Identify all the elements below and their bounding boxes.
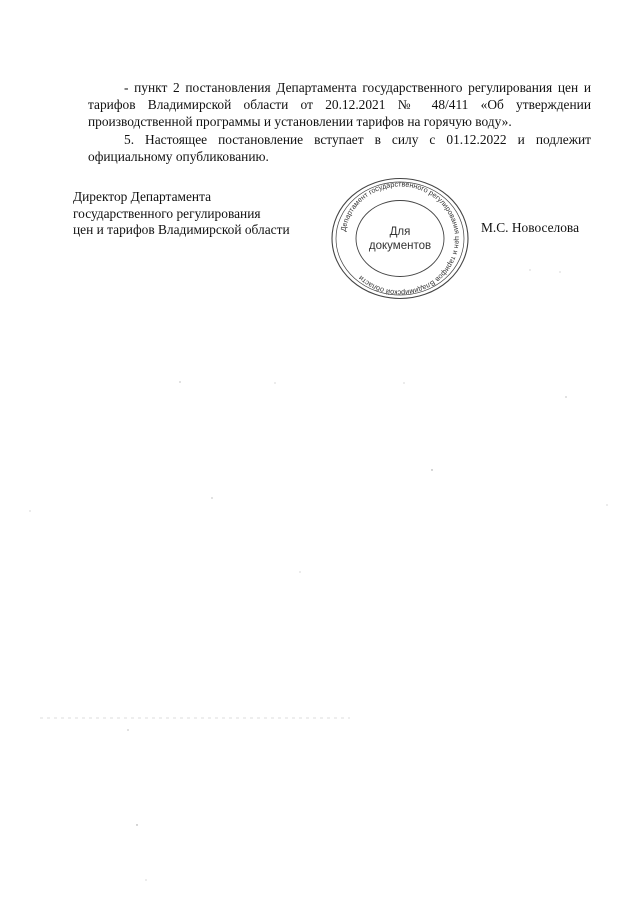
seal-center-line: Для — [389, 225, 411, 238]
signatory-position-line: цен и тарифов Владимирской области — [73, 222, 290, 237]
paragraph-effective-date: 5. Настоящее постановление вступает в силу с 01.12.2022 и подлежит официальному опубликованию. — [88, 132, 591, 164]
official-seal — [330, 176, 470, 301]
signatory-position-line: Директор Департамента — [73, 189, 212, 204]
paragraph-clause-item: - пункт 2 постановления Департамента государственного регулирования цен и тарифов Владимирской области от 20.12.2021 № 48/411 «Об утверждении производственной программы и установлении тарифов на горячую воду». — [88, 80, 591, 129]
signatory-position — [73, 189, 290, 239]
seal-center-text — [330, 176, 470, 301]
seal-center-line: документов — [368, 239, 432, 252]
signatory-position-line: государственного регулирования — [73, 205, 261, 221]
seal-ring-text: Департамент государственного регулирования цен и тарифов Владимирской области — [338, 179, 463, 298]
signatory-name: М.С. Новоселова — [481, 220, 580, 235]
